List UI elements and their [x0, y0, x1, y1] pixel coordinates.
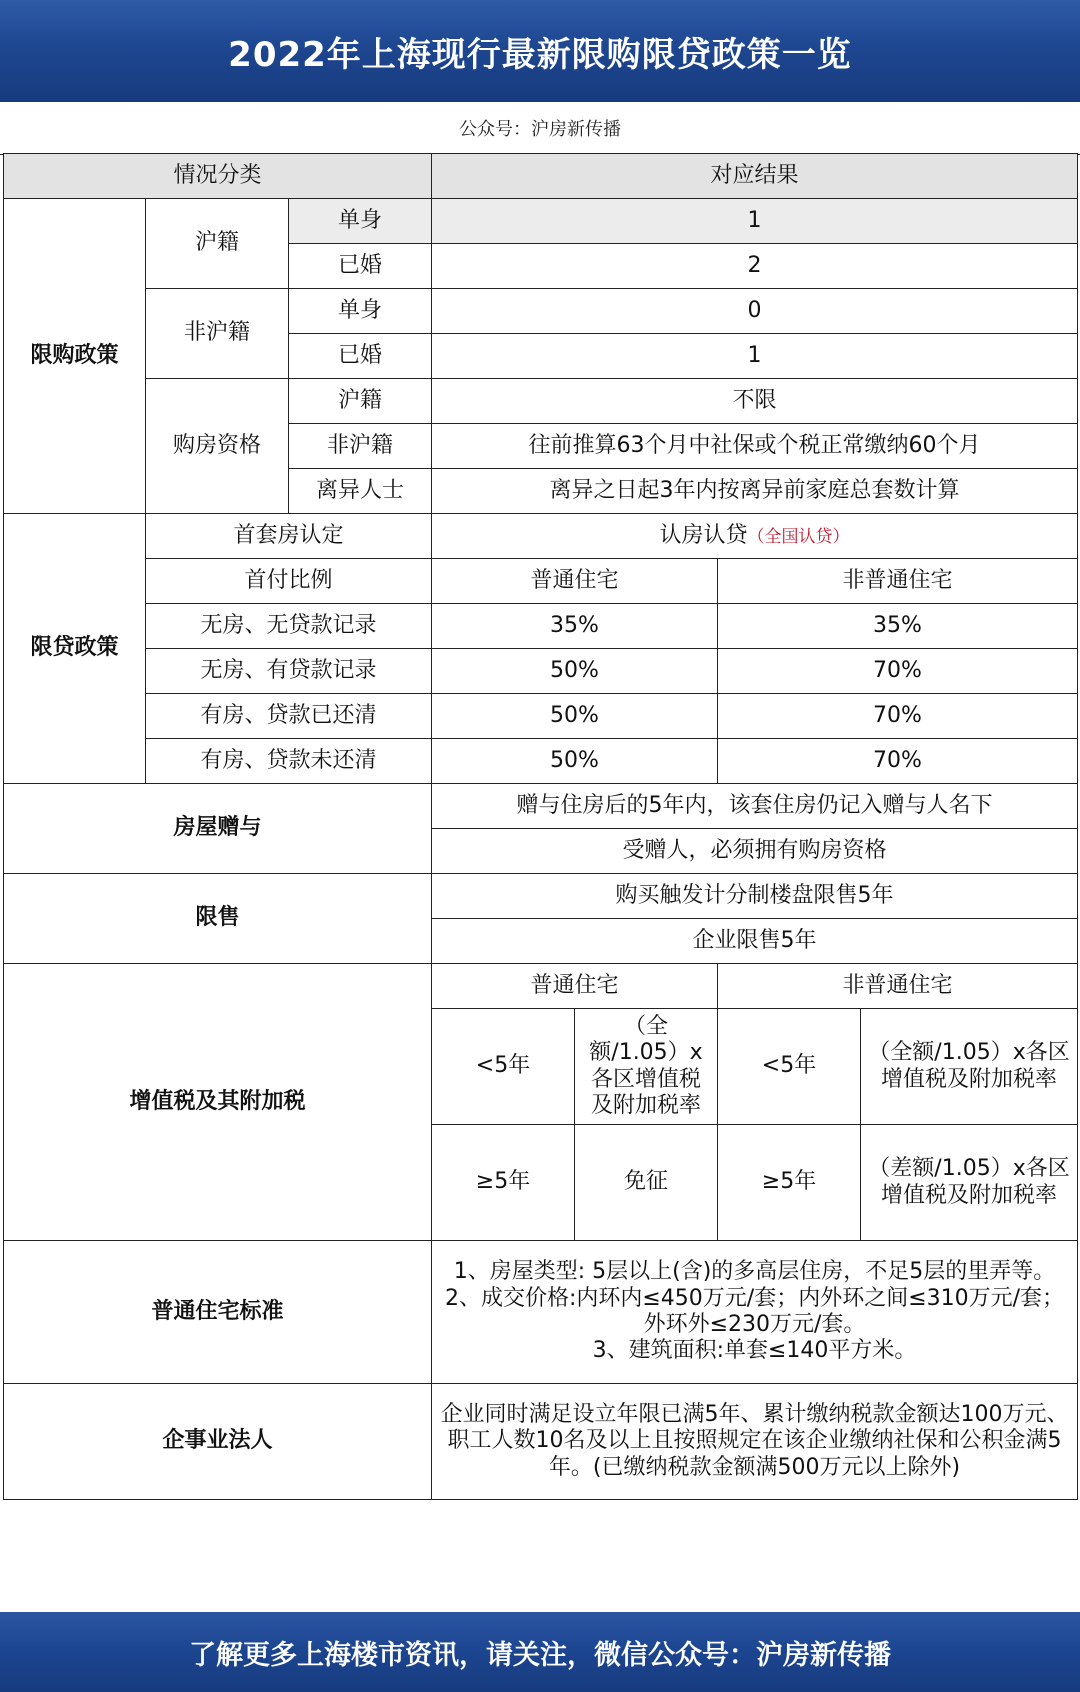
qualification-label: 购房资格 [146, 379, 289, 514]
vat-non-ge5-label: ≥5年 [718, 1125, 861, 1241]
loan-row-ordinary: 35% [432, 604, 718, 649]
ordinary-standard-label: 普通住宅标准 [4, 1241, 432, 1384]
table-row [4, 379, 1078, 424]
corporate-label: 企事业法人 [4, 1384, 432, 1500]
local-single-value: 1 [432, 199, 1078, 244]
loan-row-non-ordinary: 70% [718, 694, 1078, 739]
nonlocal-married-value: 1 [432, 334, 1078, 379]
nonlocal-label: 非沪籍 [146, 289, 289, 379]
gift-label: 房屋赠与 [4, 784, 432, 874]
nonlocal-married-label: 已婚 [289, 334, 432, 379]
first-home-text: 认房认贷 [659, 522, 748, 548]
first-home-label: 首套房认定 [146, 514, 432, 559]
q-nonlocal-value: 往前推算63个月中社保或个税正常缴纳60个月 [432, 424, 1078, 469]
table-row [4, 784, 1078, 829]
vat-ord-ge5-value: 免征 [575, 1125, 718, 1241]
down-payment-label: 首付比例 [146, 559, 432, 604]
table-row [4, 289, 1078, 334]
table-row [4, 694, 1078, 739]
loan-row-label: 无房、有贷款记录 [146, 649, 432, 694]
ordinary-standard-text [432, 1241, 1078, 1384]
table-row [4, 1241, 1078, 1384]
restriction-line-1: 购买触发计分制楼盘限售5年 [432, 874, 1078, 919]
table-row [4, 874, 1078, 919]
loan-row-non-ordinary: 70% [718, 649, 1078, 694]
category-header: 情况分类 [4, 154, 432, 199]
table-row [4, 649, 1078, 694]
loan-row-label: 有房、贷款已还清 [146, 694, 432, 739]
table-row [4, 559, 1078, 604]
loan-row-label: 有房、贷款未还清 [146, 739, 432, 784]
vat-ordinary-header: 普通住宅 [432, 964, 718, 1009]
q-nonlocal-label: 非沪籍 [289, 424, 432, 469]
q-divorced-value: 离异之日起3年内按离异前家庭总套数计算 [432, 469, 1078, 514]
table-row [4, 964, 1078, 1009]
vat-ord-lt5-value: （全额/1.05）x各区增值税及附加税率 [575, 1009, 718, 1125]
nonlocal-single-value: 0 [432, 289, 1078, 334]
loan-row-ordinary: 50% [432, 739, 718, 784]
page-title: 2022年上海现行最新限购限贷政策一览 [0, 0, 1080, 102]
table-header-row [4, 154, 1078, 199]
sale-restriction-label: 限售 [4, 874, 432, 964]
footer-banner: 了解更多上海楼市资讯，请关注，微信公众号：沪房新传播 [0, 1612, 1080, 1692]
first-home-note: （全国认贷） [747, 526, 850, 547]
loan-non-ordinary-header: 非普通住宅 [718, 559, 1078, 604]
gift-line-2: 受赠人，必须拥有购房资格 [432, 829, 1078, 874]
vat-ord-lt5-label: <5年 [432, 1009, 575, 1125]
q-local-label: 沪籍 [289, 379, 432, 424]
result-header: 对应结果 [432, 154, 1078, 199]
vat-ord-ge5-label: ≥5年 [432, 1125, 575, 1241]
vat-label: 增值税及其附加税 [4, 964, 432, 1241]
account-subtitle: 公众号：沪房新传播 [0, 102, 1080, 155]
loan-row-ordinary: 50% [432, 694, 718, 739]
gift-line-1: 赠与住房后的5年内，该套住房仍记入赠与人名下 [432, 784, 1078, 829]
loan-row-non-ordinary: 70% [718, 739, 1078, 784]
table-row [4, 739, 1078, 784]
purchase-policy-label: 限购政策 [4, 199, 146, 514]
local-married-value: 2 [432, 244, 1078, 289]
loan-row-non-ordinary: 35% [718, 604, 1078, 649]
loan-row-label: 无房、无贷款记录 [146, 604, 432, 649]
loan-policy-label: 限贷政策 [4, 514, 146, 784]
standard-line: 2、成交价格:内环内≤450万元/套；内外环之间≤310万元/套；外环外≤230万元/套。 [444, 1285, 1065, 1337]
table-row [4, 514, 1078, 559]
local-married-label: 已婚 [289, 244, 432, 289]
table-row [4, 1384, 1078, 1500]
vat-non-lt5-label: <5年 [718, 1009, 861, 1125]
nonlocal-single-label: 单身 [289, 289, 432, 334]
policy-table [3, 153, 1078, 1500]
local-label: 沪籍 [146, 199, 289, 289]
vat-non-lt5-value: （全额/1.05）x各区增值税及附加税率 [861, 1009, 1078, 1125]
q-divorced-label: 离异人士 [289, 469, 432, 514]
vat-non-ge5-value: （差额/1.05）x各区增值税及附加税率 [861, 1125, 1078, 1241]
table-row [4, 604, 1078, 649]
q-local-value: 不限 [432, 379, 1078, 424]
table-row [4, 199, 1078, 244]
standard-line: 1、房屋类型: 5层以上(含)的多高层住房，不足5层的里弄等。 [453, 1259, 1056, 1285]
restriction-line-2: 企业限售5年 [432, 919, 1078, 964]
standard-line: 3、建筑面积:单套≤140平方米。 [592, 1338, 917, 1364]
loan-ordinary-header: 普通住宅 [432, 559, 718, 604]
first-home-value [432, 514, 1078, 559]
vat-non-ordinary-header: 非普通住宅 [718, 964, 1078, 1009]
local-single-label: 单身 [289, 199, 432, 244]
corporate-text: 企业同时满足设立年限已满5年、累计缴纳税款金额达100万元、职工人数10名及以上且按照规定在该企业缴纳社保和公积金满5年。(已缴纳税款金额满500万元以上除外) [432, 1384, 1078, 1500]
loan-row-ordinary: 50% [432, 649, 718, 694]
